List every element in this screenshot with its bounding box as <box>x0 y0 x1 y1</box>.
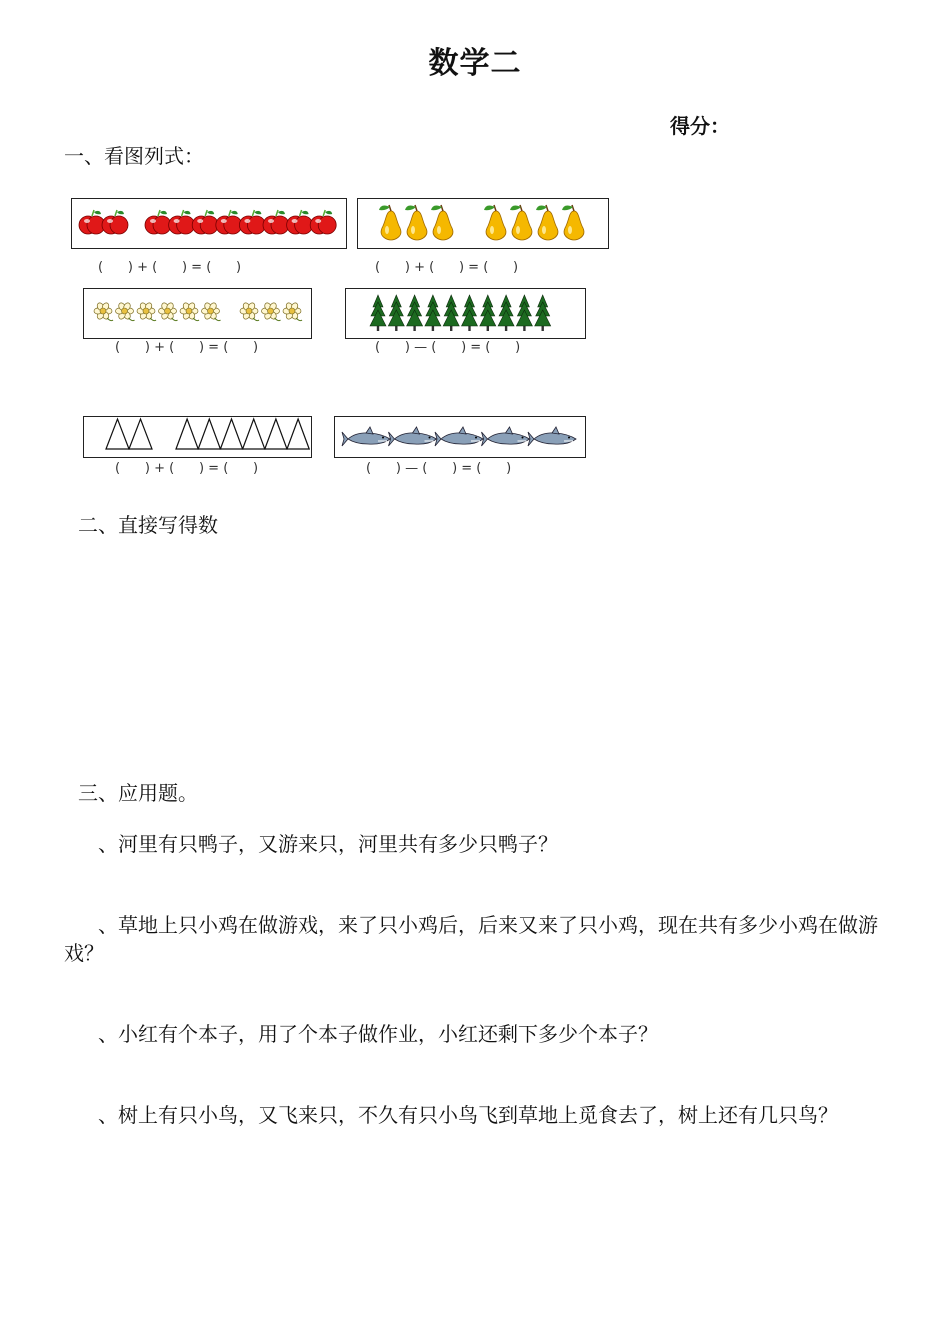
flower-icon <box>116 302 135 321</box>
section-3-heading: 三、应用题。 <box>78 781 198 805</box>
triangles-equation: ( ) + ( ) = ( ) <box>115 461 259 476</box>
sharks-picture <box>334 416 586 458</box>
pear-icon <box>510 205 532 240</box>
apples-picture <box>71 198 347 249</box>
tree-icon <box>425 295 441 331</box>
apple-icon <box>216 210 242 234</box>
shark-icon <box>435 427 483 446</box>
apples-equation: ( ) + ( ) = ( ) <box>98 260 242 275</box>
trees-equation: ( ) — ( ) = ( ) <box>375 340 521 355</box>
shark-icon <box>482 427 530 446</box>
triangle-icon <box>198 419 220 449</box>
triangle-icon <box>287 419 309 449</box>
tree-icon <box>407 295 423 331</box>
triangle-icon <box>243 419 265 449</box>
trees-picture <box>345 288 586 339</box>
score-label: 得分： <box>670 114 730 138</box>
flowers-group <box>84 289 310 337</box>
apple-icon <box>310 210 336 234</box>
tree-icon <box>388 295 404 331</box>
pear-icon <box>484 205 506 240</box>
tree-icon <box>370 295 386 331</box>
shark-icon <box>389 427 437 446</box>
apple-icon <box>79 210 105 234</box>
flower-icon <box>283 302 302 321</box>
flower-icon <box>94 302 113 321</box>
section-2-heading: 二、直接写得数 <box>78 513 218 537</box>
tree-icon <box>480 295 496 331</box>
flowers-equation: ( ) + ( ) = ( ) <box>115 340 259 355</box>
pears-equation: ( ) + ( ) = ( ) <box>375 260 519 275</box>
triangle-icon <box>265 419 287 449</box>
pears-group <box>358 199 607 247</box>
question-2: 、草地上只小鸡在做游戏，来了只小鸡后，后来又来了只小鸡，现在共有多少小鸡在做游戏？ <box>64 913 878 965</box>
page-title: 数学二 <box>428 46 522 81</box>
flower-icon <box>159 302 178 321</box>
triangles-picture <box>83 416 312 458</box>
flowers-picture <box>83 288 312 339</box>
apple-icon <box>169 210 195 234</box>
trees-group <box>346 289 584 337</box>
sharks-equation: ( ) — ( ) = ( ) <box>366 461 512 476</box>
tree-icon <box>535 295 551 331</box>
apple-icon <box>102 210 128 234</box>
tree-icon <box>516 295 532 331</box>
pear-icon <box>405 205 427 240</box>
tree-icon <box>462 295 478 331</box>
flower-icon <box>137 302 156 321</box>
apple-icon <box>145 210 171 234</box>
sharks-group <box>335 417 584 456</box>
question-4: 、树上有只小鸟，又飞来只，不久有只小鸟飞到草地上觅食去了，树上还有几只鸟？ <box>98 1103 838 1127</box>
flower-icon <box>240 302 259 321</box>
flower-icon <box>202 302 221 321</box>
pears-picture <box>357 198 609 249</box>
shark-icon <box>342 427 390 446</box>
triangles-group <box>84 417 310 456</box>
apple-icon <box>239 210 265 234</box>
shark-icon <box>528 427 576 446</box>
triangle-icon <box>176 419 198 449</box>
pear-icon <box>379 205 401 240</box>
flower-icon <box>180 302 199 321</box>
tree-icon <box>498 295 514 331</box>
section-1-heading: 一、看图列式： <box>64 144 204 168</box>
question-3: 、小红有个本子，用了个本子做作业，小红还剩下多少个本子？ <box>98 1022 658 1046</box>
triangle-icon <box>129 419 152 449</box>
apples-group <box>72 199 345 247</box>
pear-icon <box>562 205 584 240</box>
apple-icon <box>287 210 313 234</box>
apple-icon <box>263 210 289 234</box>
apple-icon <box>192 210 218 234</box>
triangle-icon <box>220 419 242 449</box>
triangle-icon <box>106 419 129 449</box>
pear-icon <box>431 205 453 240</box>
flower-icon <box>262 302 281 321</box>
tree-icon <box>443 295 459 331</box>
question-1: 、河里有只鸭子，又游来只，河里共有多少只鸭子？ <box>98 832 558 856</box>
pear-icon <box>536 205 558 240</box>
